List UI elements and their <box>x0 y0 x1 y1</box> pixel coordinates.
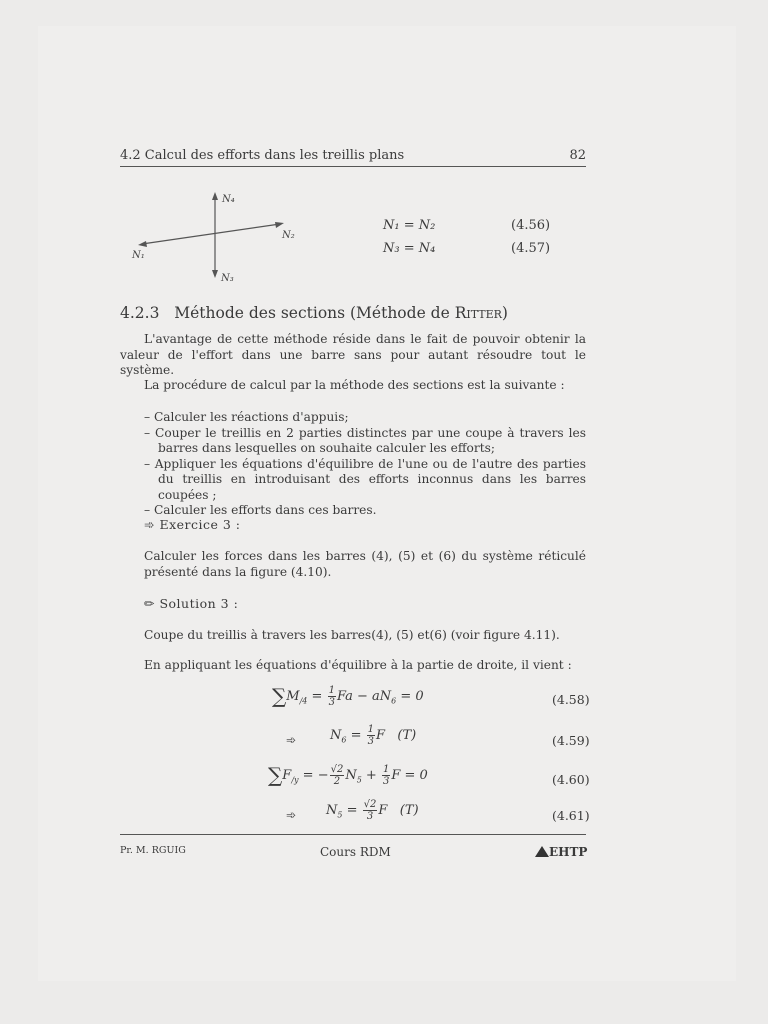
implies-arrow: ➾ <box>286 733 297 747</box>
page-number: 82 <box>569 148 586 163</box>
equation-4-61: $N_5$ = $\frac{√2}{3}$ F (T) <box>326 799 419 822</box>
footer-author: Pr. M. RGUIG <box>120 845 186 856</box>
label-n3: N₃ <box>221 273 234 284</box>
footer-rule <box>120 834 586 835</box>
equation-number: (4.58) <box>552 692 590 707</box>
equation-4-58: $\sum M_{/4}$ = $\frac{1}{3}$ $Fa - aN_6 = 0$ <box>272 684 424 708</box>
list-item: – Couper le treillis en 2 parties distinctes par une coupe à travers les barres dans lesquelles on souhaite calculer les efforts; <box>144 425 586 455</box>
label-n2: N₂ <box>282 230 295 241</box>
equation-4-60: $\sum F_{/y}$ = − $\frac{√2}{2}$ $N_5$ + $\frac{1}{3}$ F = 0 <box>268 763 428 787</box>
intro-paragraph: L'avantage de cette méthode réside dans le fait de pouvoir obtenir la valeur de l'effort dans une barre sans pour autant résoudre tout le système. <box>120 332 586 377</box>
label-n1: N₁ <box>132 250 145 261</box>
equation-number: (4.61) <box>552 808 590 823</box>
node-force-diagram <box>120 186 310 286</box>
footer-logo: EHTP <box>535 845 587 859</box>
list-item: – Calculer les efforts dans ces barres. <box>144 503 377 517</box>
solution-line2: En appliquant les équations d'équilibre à la partie de droite, il vient : <box>144 658 572 672</box>
solution-text: Coupe du treillis à travers les barres(4), (5) et(6) (voir figure 4.11). <box>144 628 560 642</box>
section-heading: 4.2.3 Méthode des sections (Méthode de Ritter) <box>120 304 508 322</box>
bar-5-circled: (5) <box>398 549 416 563</box>
equation-number: (4.60) <box>552 772 590 787</box>
solution-label: ✏ Solution 3 : <box>144 596 239 611</box>
header-section: 4.2 Calcul des efforts dans les treillis plans <box>120 148 405 163</box>
list-item: – Calculer les réactions d'appuis; <box>144 410 349 424</box>
implies-arrow: ➾ <box>286 808 297 822</box>
equation-number: (4.59) <box>552 733 590 748</box>
bar-4-circled: (4) <box>371 549 389 563</box>
equation-4-56: N₁ = N₂ (4.56) <box>383 218 551 233</box>
running-header <box>120 148 586 167</box>
exercise-text: Calculer les forces dans les barres (4), (5) et (6) du système réticulé présenté dans la figure (4.10). <box>144 549 587 579</box>
label-n4: N₄ <box>222 194 235 205</box>
ehtp-logo-icon <box>535 846 549 857</box>
equation-4-59: $N_6$ = $\frac{1}{3}$ F (T) <box>330 724 417 747</box>
procedure-intro: La procédure de calcul par la méthode des sections est la suivante : <box>144 378 565 392</box>
list-item: – Appliquer les équations d'équilibre de l'une ou de l'autre des parties du treillis en introduisant des efforts inconnus dans les barres coupées ; <box>144 456 586 502</box>
procedure-steps <box>144 410 586 519</box>
exercise-label: ➾ Exercice 3 : <box>144 517 241 532</box>
bar-6-circled: (6) <box>438 549 456 563</box>
equation-4-57: N₃ = N₄ (4.57) <box>383 241 551 256</box>
footer-course: Cours RDM <box>320 845 391 859</box>
